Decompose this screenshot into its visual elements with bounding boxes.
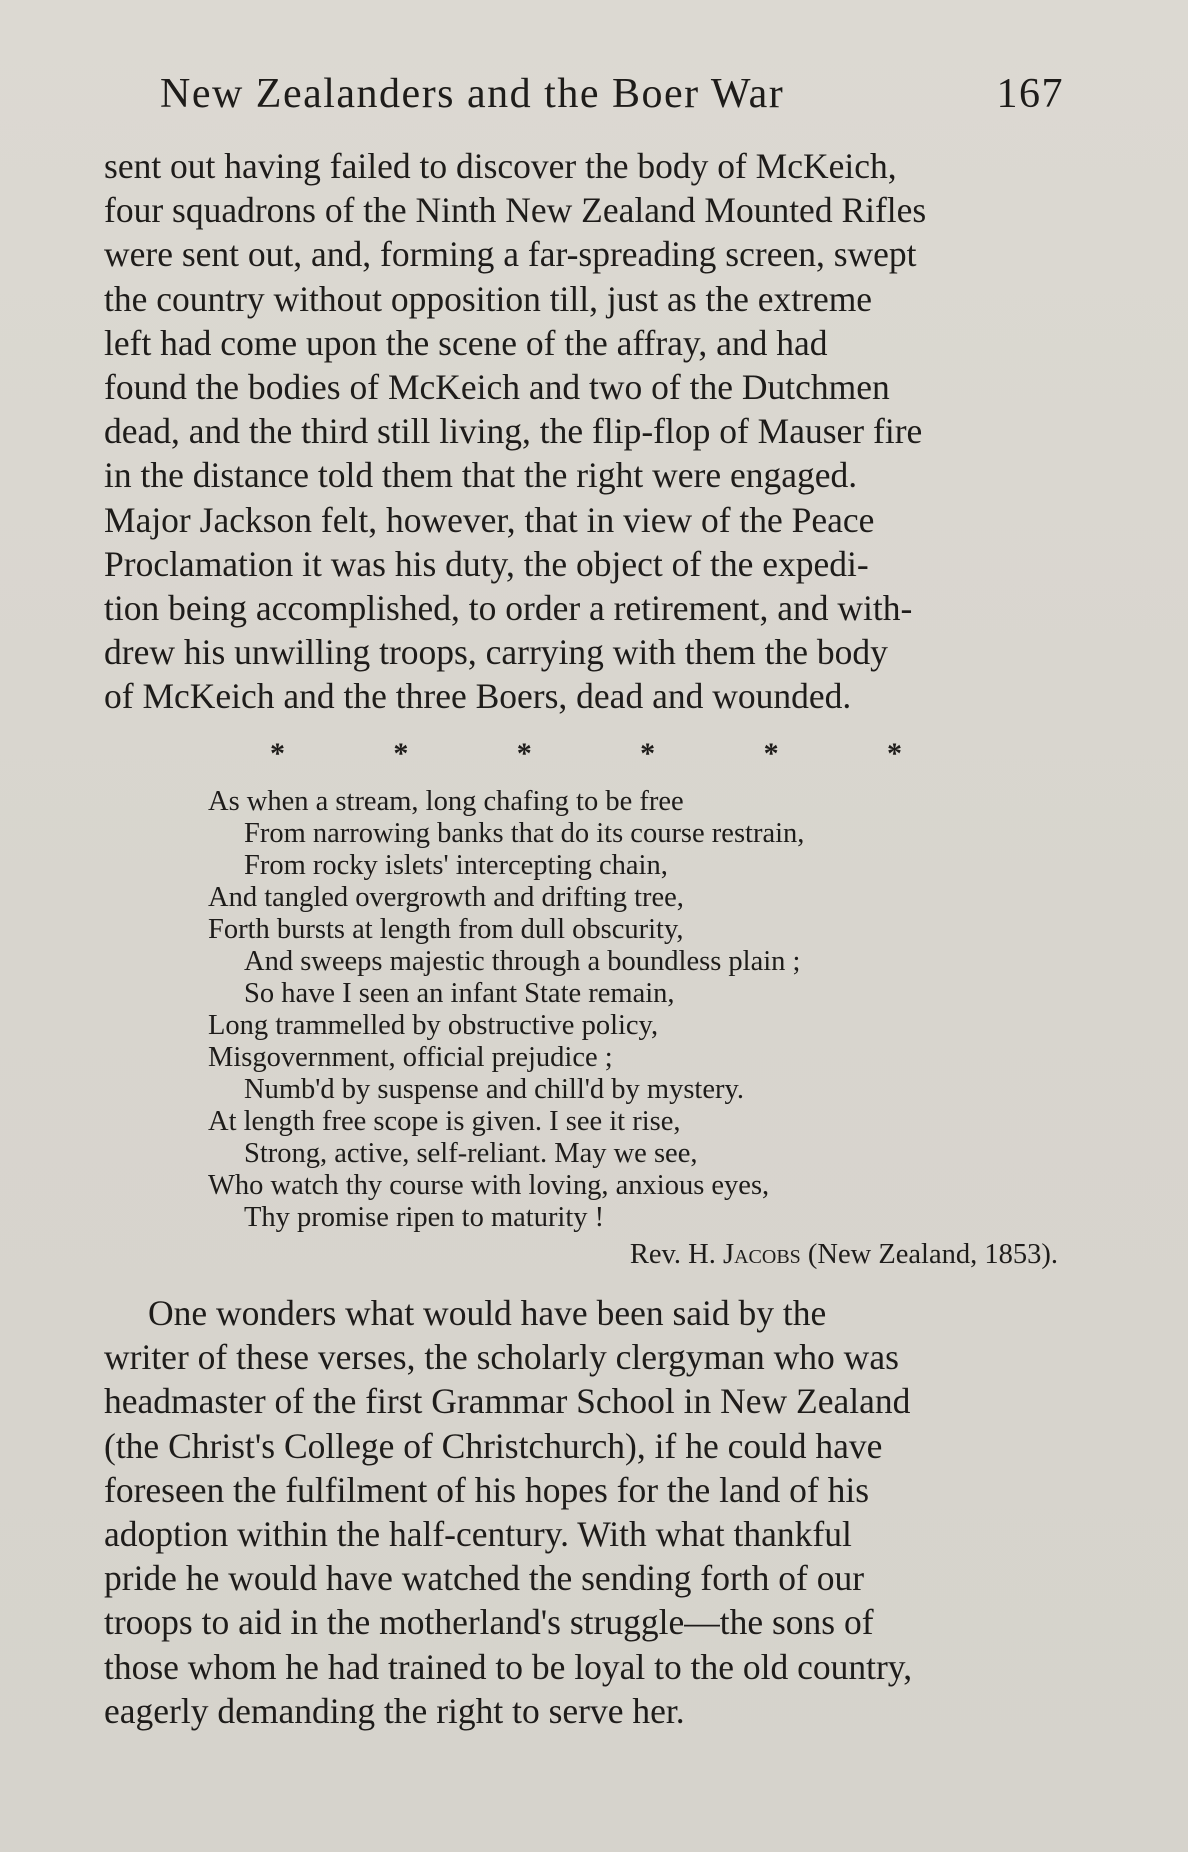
prose-line: those whom he had trained to be loyal to the old country, — [104, 1646, 913, 1687]
page-number: 167 — [996, 71, 1064, 117]
attribution-author: Jacobs — [723, 1239, 801, 1270]
separator-asterisk: * — [516, 737, 532, 770]
prose-line: writer of these verses, the scholarly clergyman who was — [104, 1337, 899, 1378]
prose-line: of McKeich and the three Boers, dead and wounded. — [104, 676, 852, 717]
separator-asterisk: * — [640, 737, 656, 770]
separator-asterisk: * — [393, 737, 409, 770]
prose-line: Proclamation it was his duty, the object of the expedi- — [104, 543, 869, 584]
poem-line: Strong, active, self-reliant. May we see, — [244, 1138, 698, 1169]
attribution-prefix: Rev. H. — [629, 1239, 724, 1270]
poem-line: From rocky islets' intercepting chain, — [244, 850, 668, 881]
poem — [208, 786, 1068, 1234]
poem-line: So have I seen an infant State remain, — [244, 978, 675, 1009]
prose-line: four squadrons of the Ninth New Zealand Mounted Rifles — [104, 190, 927, 231]
prose-line: sent out having failed to discover the body of McKeich, — [104, 146, 897, 186]
prose-line: pride he would have watched the sending forth of our — [104, 1558, 865, 1599]
prose-line: (the Christ's College of Christchurch), if he could have — [104, 1425, 883, 1466]
poem-line: Who watch thy course with loving, anxious eyes, — [208, 1170, 770, 1201]
prose-line: troops to aid in the motherland's struggle—the sons of — [104, 1602, 874, 1643]
prose-line: adoption within the half-century. With what thankful — [104, 1514, 852, 1555]
prose-line: tion being accomplished, to order a retirement, and with- — [104, 588, 913, 629]
separator-asterisk: * — [886, 737, 902, 770]
prose-line: the country without opposition till, just as the extreme — [104, 278, 873, 319]
paragraph-commentary — [104, 1291, 1060, 1733]
prose-line: foreseen the fulfilment of his hopes for the land of his — [104, 1469, 870, 1510]
poem-line: At length free scope is given. I see it rise, — [208, 1106, 681, 1137]
prose-line: One wonders what would have been said by the — [148, 1293, 827, 1333]
poem-line: As when a stream, long chafing to be free — [208, 786, 684, 817]
paragraph-continued — [104, 144, 1060, 719]
prose-line: headmaster of the first Grammar School in New Zealand — [104, 1381, 911, 1422]
poem-line: Long trammelled by obstructive policy, — [208, 1010, 659, 1041]
poem-line: And tangled overgrowth and drifting tree, — [208, 882, 684, 913]
separator-asterisk: * — [763, 737, 779, 770]
prose-line: left had come upon the scene of the affray, and had — [104, 322, 828, 363]
prose-line: Major Jackson felt, however, that in view of the Peace — [104, 499, 875, 540]
poem-line: Forth bursts at length from dull obscurity, — [208, 914, 684, 945]
poem-line: Numb'd by suspense and chill'd by mystery. — [244, 1074, 744, 1105]
prose-line: eagerly demanding the right to serve her. — [104, 1690, 685, 1731]
poem-line: Misgovernment, official prejudice ; — [208, 1042, 613, 1073]
poem-attribution — [300, 1237, 1058, 1273]
prose-line: were sent out, and, forming a far-spreading screen, swept — [104, 234, 917, 275]
prose-line: dead, and the third still living, the flip-flop of Mauser fire — [104, 411, 923, 452]
section-separator — [270, 736, 902, 772]
running-title: New Zealanders and the Boer War — [160, 71, 785, 117]
poem-line: From narrowing banks that do its course restrain, — [244, 818, 805, 849]
poem-line: And sweeps majestic through a boundless plain ; — [244, 946, 801, 977]
separator-asterisk: * — [270, 737, 285, 770]
prose-line: found the bodies of McKeich and two of the Dutchmen — [104, 367, 890, 408]
attribution-suffix: (New Zealand, 1853). — [800, 1239, 1058, 1270]
poem-line: Thy promise ripen to maturity ! — [244, 1202, 605, 1233]
prose-line: in the distance told them that the right were engaged. — [104, 455, 858, 496]
running-header — [160, 66, 1064, 122]
prose-line: drew his unwilling troops, carrying with them the body — [104, 632, 888, 673]
